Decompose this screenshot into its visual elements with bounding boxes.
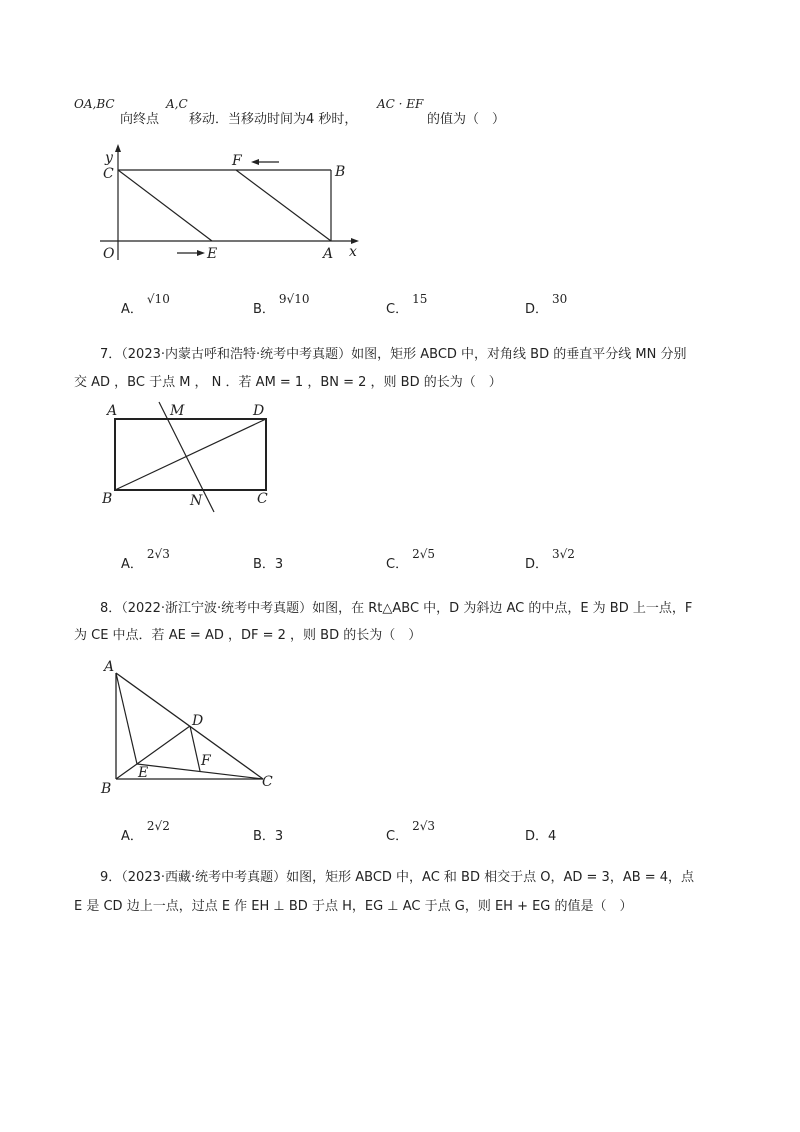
q8-option-b[interactable]: B．3 <box>253 829 284 844</box>
q8-option-d[interactable]: D．4 <box>525 829 557 844</box>
q9-line2: E 是 CD 边上一点，过点 E 作 EH ⊥ BD 于点 H，EG ⊥ AC 于点 G，则 EH + EG 的值是（ ） <box>74 899 633 914</box>
q8-line1: 8．（2022·浙江宁波·统考中考真题）如图，在 Rt△ABC 中，D 为斜边 AC 的中点，E 为 BD 上一点，F <box>100 601 693 616</box>
q8-label-d: D <box>192 713 204 729</box>
q7-label-c: C <box>257 491 268 507</box>
q8-option-c[interactable]: C．2√3 <box>386 819 435 844</box>
q7-label-a: A <box>107 403 118 419</box>
q7-diagonal-bd <box>115 419 266 490</box>
q6-seg-fa <box>236 170 331 241</box>
q7-option-b[interactable]: B．3 <box>253 557 284 572</box>
q6-label-c: C <box>103 166 114 182</box>
q6-label-f: F <box>232 153 242 169</box>
q8-seg-bd <box>116 726 190 779</box>
q9-line1: 9．（2023·西藏·统考中考真题）如图，矩形 ABCD 中，AC 和 BD 相交于点 O，AD = 3，AB = 4，点 <box>100 870 695 885</box>
q7-line2: 交 AD ，BC 于点 M ， N ．若 AM = 1 ，BN = 2 ，则 BD 的长为（ ） <box>74 375 502 390</box>
q7-label-d: D <box>253 403 265 419</box>
q6-label-e: E <box>207 246 218 262</box>
q8-label-a: A <box>104 659 115 675</box>
q6-label-o: O <box>103 246 115 262</box>
q7-label-b: B <box>102 491 113 507</box>
q6-label-a: A <box>323 246 334 262</box>
q6-option-c[interactable]: C．15 <box>386 292 428 317</box>
q7-option-c[interactable]: C．2√5 <box>386 547 435 572</box>
q8-option-a[interactable]: A．2√2 <box>121 819 170 844</box>
q7-figure <box>102 398 282 518</box>
q6-figure <box>95 142 375 266</box>
q8-label-c: C <box>262 774 273 790</box>
q6-arrow-f-head <box>251 159 259 165</box>
q7-line1: 7．（2023·内蒙古呼和浩特·统考中考真题）如图，矩形 ABCD 中，对角线 BD 的垂直平分线 MN 分别 <box>100 347 687 362</box>
q6-math-oa-bc: OA,BC <box>74 97 115 111</box>
q8-line2: 为 CE 中点．若 AE = AD ，DF = 2 ，则 BD 的长为（ ） <box>74 628 422 643</box>
q7-label-n: N <box>190 493 203 509</box>
q6-math-ac: A,C <box>166 97 188 111</box>
q7-option-d[interactable]: D．3√2 <box>525 547 575 572</box>
q8-label-f: F <box>201 753 211 769</box>
q6-arrow-e-head <box>197 250 205 256</box>
q7-option-a[interactable]: A．2√3 <box>121 547 170 572</box>
q6-label-y: y <box>105 150 113 166</box>
q6-y-arrow <box>115 144 121 152</box>
q6-option-a[interactable]: A．√10 <box>121 292 170 317</box>
q6-option-d[interactable]: D．30 <box>525 292 568 317</box>
q8-seg-ec <box>137 764 263 779</box>
q8-figure <box>98 655 288 795</box>
q7-label-m: M <box>170 403 185 419</box>
q6-text-toward: 向终点 <box>120 112 160 127</box>
q6-label-x: x <box>349 244 357 260</box>
q6-text-move: 移动．当移动时间为4 秒时， <box>189 112 358 127</box>
q8-label-b: B <box>101 781 112 795</box>
q6-text-value: 的值为（ ） <box>427 112 506 127</box>
q6-math-ac-ef: AC · EF <box>377 97 424 111</box>
q6-label-b: B <box>335 164 346 180</box>
q6-option-b[interactable]: B．9√10 <box>253 292 310 317</box>
q6-seg-ce <box>118 170 212 241</box>
q8-label-e: E <box>138 765 149 781</box>
